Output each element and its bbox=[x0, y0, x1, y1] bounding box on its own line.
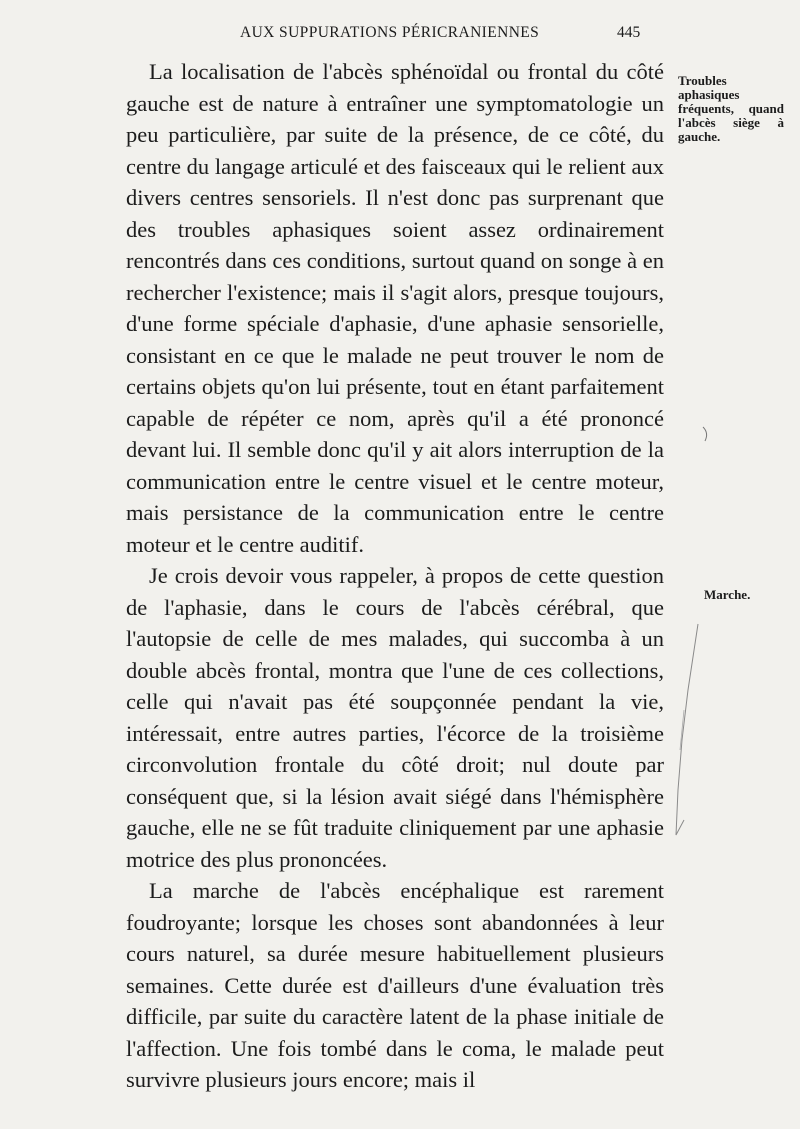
paragraph-autopsy: Je crois devoir vous rappeler, à propos de cette question de l'aphasie, dans le cours de l'abcès cérébral, que l'autopsie de celle de mes malades, qui succomba à un double abcès frontal, montra que l'une de ces collections, celle qui n'avait pas été soupçonnée pendant la vie, intéressait, entre autres parties, l'écorce de la troisième circonvolution frontale du côté droit; nul doute par conséquent que, si la lésion avait siégé dans l'hémisphère gauche, elle ne se fût traduite cliniquement par une aphasie motrice des plus prononcées. bbox=[126, 563, 664, 872]
paragraph-aphasia: La localisation de l'abcès sphénoïdal ou frontal du côté gauche est de nature à entraîner une symptomatologie un peu particulière, par suite de la présence, de ce côté, du centre du langage articulé et des faisceaux qui le relient aux divers centres sensoriels. Il n'est donc pas surprenant que des troubles aphasiques soient assez ordinairement rencontrés dans ces conditions, surtout quand on songe à en rechercher l'existence; mais il s'agit alors, presque toujours, d'une forme spéciale d'aphasie, d'une aphasie sensorielle, consistant en ce que le malade ne peut trouver le nom de certains objets qu'on lui présente, tout en étant parfaitement capable de répéter ce nom, après qu'il a été prononcé devant lui. Il semble donc qu'il y ait alors interruption de la communication entre le centre visuel et le centre moteur, mais persistance de la communication entre le centre moteur et le centre auditif. bbox=[126, 59, 664, 557]
page-header bbox=[0, 24, 800, 54]
margin-note-aphasia: Troubles aphasiques fréquents, quand l'abcès siège à gauche. bbox=[678, 73, 784, 144]
page-number: 445 bbox=[617, 24, 641, 41]
running-head: AUX SUPPURATIONS PÉRICRANIENNES bbox=[240, 24, 540, 41]
margin-note-marche: Marche. bbox=[704, 587, 751, 602]
paragraph-marche: La marche de l'abcès encéphalique est rarement foudroyante; lorsque les choses sont abandonnées à leur cours naturel, sa durée mesure habituellement plusieurs semaines. Cette durée est d'ailleurs d'une évaluation très difficile, par suite du caractère latent de la phase initiale de l'affection. Une fois tombé dans le coma, le malade peut survivre plusieurs jours encore; mais il bbox=[126, 878, 664, 1092]
body-text bbox=[126, 56, 664, 1096]
pencil-tick-mark bbox=[700, 425, 712, 445]
pencil-margin-line bbox=[670, 620, 700, 850]
